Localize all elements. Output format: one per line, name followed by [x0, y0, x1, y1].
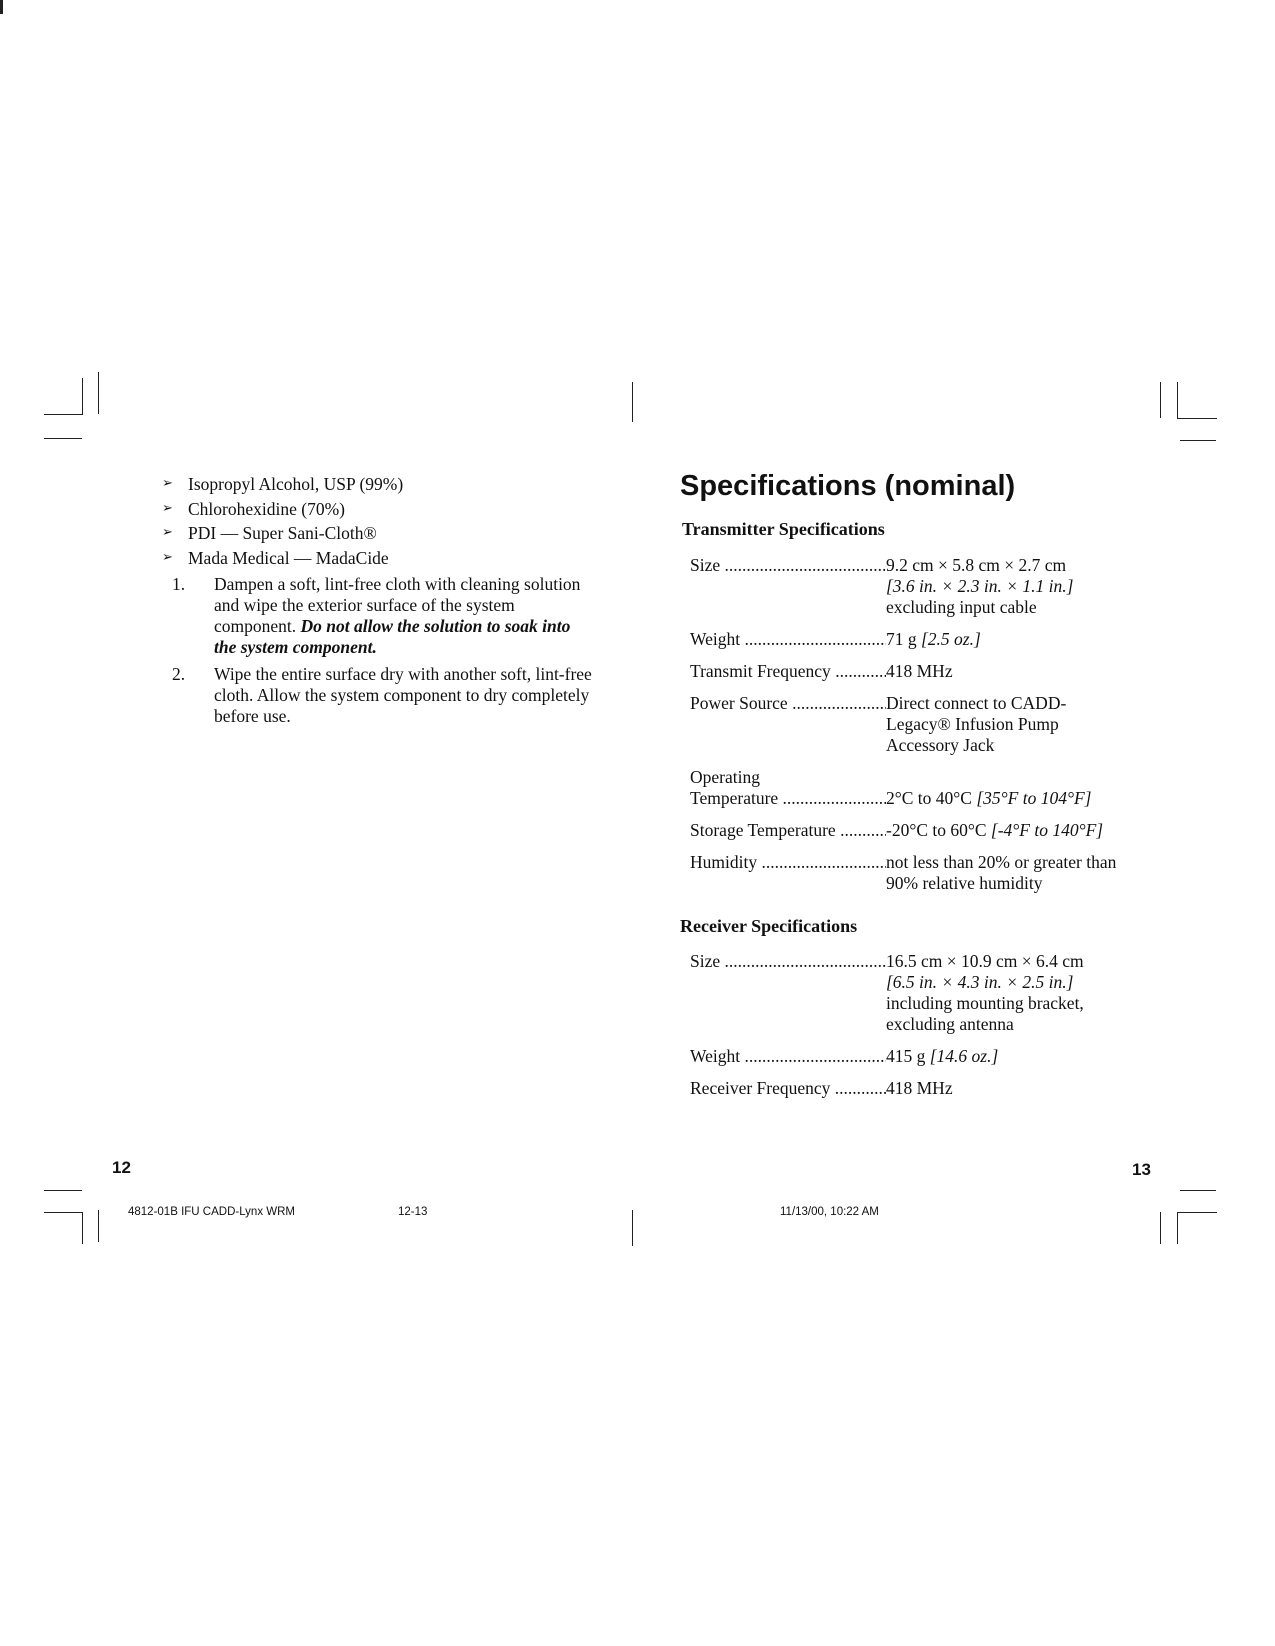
transmitter-spec-table: [690, 555, 1140, 905]
crop-mark: [1160, 1212, 1161, 1244]
footer-timestamp: 11/13/00, 10:22 AM: [780, 1206, 879, 1218]
crop-mark: [632, 382, 633, 422]
spec-row: Operating Temperature ..... 2°C to 40°C [35°F to 104°F]: [690, 767, 1140, 809]
crop-mark: [98, 372, 99, 414]
crop-mark: [98, 1210, 99, 1242]
crop-mark: [632, 1210, 633, 1246]
step-item: 1. Dampen a soft, lint-free cloth with cleaning solution and wipe the exterior surface of the system component. Do not allow the solution to soak into the system component.: [172, 574, 581, 657]
step-item: 2. Wipe the entire surface dry with another soft, lint-free cloth. Allow the system component to dry completely before use.: [172, 664, 592, 726]
warning-text: Do not allow the solution to soak into the system component.: [214, 616, 571, 657]
footer-doc-id: 4812-01B IFU CADD-Lynx WRM: [128, 1206, 296, 1218]
crop-mark: [82, 378, 83, 415]
arrow-bullet-icon: ➢: [162, 549, 173, 565]
page-number-right: 13: [1132, 1160, 1151, 1179]
list-item: ➢ Mada Medical — MadaCide: [162, 546, 602, 571]
page-title: Specifications (nominal): [680, 470, 1016, 502]
crop-mark: [1180, 1190, 1216, 1191]
arrow-bullet-icon: ➢: [162, 476, 173, 491]
spec-row: Weight ..... 71 g [2.5 oz.]: [690, 629, 1140, 650]
arrow-bullet-icon: ➢: [162, 525, 173, 540]
crop-mark: [1177, 1212, 1217, 1213]
crop-mark: [1177, 1212, 1178, 1244]
cleaning-steps: [162, 574, 602, 733]
receiver-heading: Receiver Specifications: [680, 916, 858, 936]
cleaning-solution-list: [162, 472, 602, 570]
crop-mark: [44, 438, 82, 439]
crop-mark: [1160, 382, 1161, 418]
spec-row: Receiver Frequency ..... 418 MHz: [690, 1078, 1140, 1099]
scan-edge-mark: [0, 0, 3, 14]
crop-mark: [1180, 440, 1216, 441]
spec-row: Size ..... 9.2 cm × 5.8 cm × 2.7 cm [3.6 in. × 2.3 in. × 1.1 in.] excluding input cable: [690, 555, 1140, 618]
crop-mark: [44, 1212, 82, 1213]
spec-row: Weight ..... 415 g [14.6 oz.]: [690, 1046, 1140, 1067]
spec-row: Transmit Frequency ..... 418 MHz: [690, 661, 1140, 682]
crop-mark: [1177, 382, 1178, 418]
list-item: ➢ Isopropyl Alcohol, USP (99%): [162, 472, 602, 497]
footer-pages: 12-13: [398, 1206, 428, 1218]
spec-row: Storage Temperature ..... -20°C to 60°C [-4°F to 140°F]: [690, 820, 1140, 841]
transmitter-heading: Transmitter Specifications: [682, 519, 885, 539]
list-item: ➢ Chlorohexidine (70%): [162, 497, 602, 522]
spec-row: Size ..... 16.5 cm × 10.9 cm × 6.4 cm [6.5 in. × 4.3 in. × 2.5 in.] including mounting bracket, excluding antenna: [690, 951, 1140, 1035]
crop-mark: [44, 1190, 82, 1191]
spec-row: Humidity ..... not less than 20% or greater than 90% relative humidity: [690, 852, 1140, 894]
crop-mark: [82, 1212, 83, 1244]
arrow-bullet-icon: ➢: [162, 500, 173, 516]
receiver-spec-table: [690, 951, 1140, 1110]
list-item: ➢ PDI — Super Sani-Cloth®: [162, 521, 602, 546]
page-number-left: 12: [112, 1158, 131, 1177]
spec-row: Power Source ..... Direct connect to CADD-Legacy® Infusion Pump Accessory Jack: [690, 693, 1140, 756]
crop-mark: [44, 414, 82, 415]
crop-mark: [1177, 418, 1217, 419]
